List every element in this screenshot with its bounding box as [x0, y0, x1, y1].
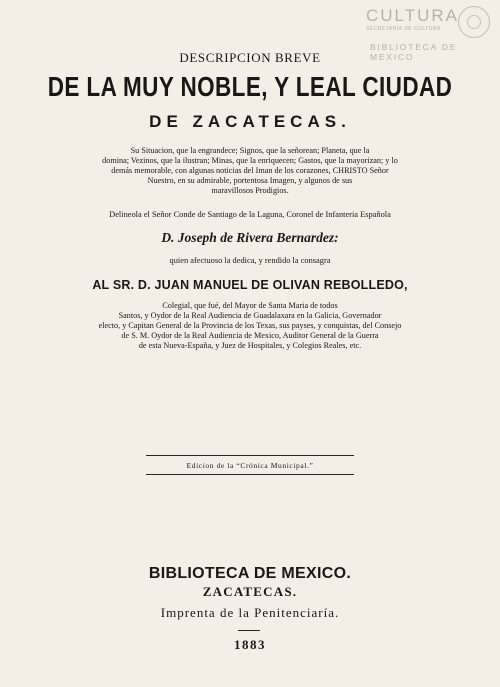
edition-top-rule: [146, 455, 354, 456]
heading: DESCRIPCION BREVE: [179, 50, 321, 65]
watermark-ministry: SECRETARÍA DE CULTURA: [366, 26, 441, 32]
recipient-titles-line: electo, y Capitan General de la Provincia de los Texas, sus payses, y conquistas, del Consejo: [98, 321, 402, 330]
watermark: [344, 4, 494, 62]
edition-note: Edicion de la “Crónica Municipal.”: [186, 461, 314, 470]
recipient-titles-line: de esta Nueva-España, y Juez de Hospitales, y Colegios Reales, etc.: [138, 341, 362, 350]
city-title: DE ZACATECAS.: [149, 112, 351, 131]
edition-bottom-rule: [146, 474, 354, 475]
title: DE LA MUY NOBLE, Y LEAL CIUDAD: [47, 70, 453, 102]
printer-name: Imprenta de la Penitenciaría.: [160, 605, 340, 620]
imprint-place: ZACATECAS.: [202, 584, 298, 599]
publication-year: 1883: [234, 637, 266, 652]
recipient-titles-line: de S. M. Oydor de la Real Audiencia de Mexico, Auditor General de la Guerra: [121, 331, 379, 340]
national-seal-icon: [458, 6, 490, 38]
author-name: D. Joseph de Rivera Bernardez:: [161, 230, 339, 245]
dedication-line: quien afectuoso la dedica, y rendido la consagra: [169, 256, 331, 265]
situacion-line: Nuestro, en su admirable, portentosa Imagen, y algunos de sus: [147, 176, 353, 185]
watermark-library: BIBLIOTECA DE MEXICO: [370, 42, 458, 62]
recipient-titles-line: Santos, y Oydor de la Real Audiencia de Guadalaxara en la Galicia, Governador: [118, 311, 382, 320]
recipient-name: AL SR. D. JUAN MANUEL DE OLIVAN REBOLLEDO,: [92, 278, 408, 292]
situacion-line: domina; Vezinos, que la ilustran; Minas, que la enriquecen; Gastos, que la mayorizan; y lo: [102, 156, 398, 165]
year-rule: [238, 630, 260, 631]
recipient-titles-line: Colegial, que fué, del Mayor de Santa Maria de todos: [162, 301, 338, 310]
situacion-line: Su Situacion, que la engrandece; Signos, que la señorean; Planeta, que la: [130, 146, 370, 155]
delineola-line: Delineola el Señor Conde de Santiago de la Laguna, Coronel de Infanteria Española: [109, 210, 391, 219]
library-stamp: BIBLIOTECA DE MEXICO.: [148, 565, 352, 582]
situacion-line: demás memorable, con algunas noticias del Iman de los corazones, CHRISTO Señor: [111, 166, 389, 175]
watermark-brand: CULTURA: [366, 6, 460, 25]
situacion-line: maravillosos Prodigios.: [211, 186, 289, 195]
